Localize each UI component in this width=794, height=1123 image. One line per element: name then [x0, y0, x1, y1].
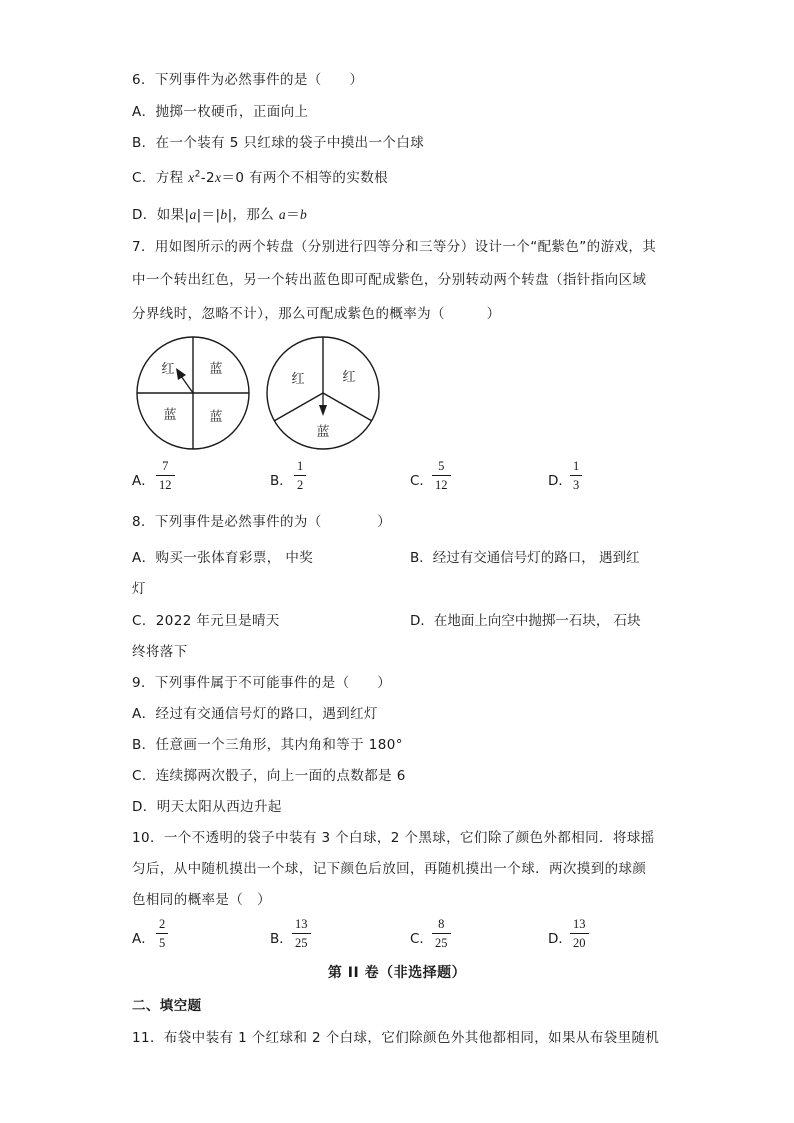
q10-option-a	[132, 927, 155, 947]
spinner2-label-bottom: 蓝	[316, 425, 330, 440]
q6-option-c	[132, 166, 388, 186]
fraction-denominator: 12	[156, 475, 175, 492]
q8-option-d: D．在地面上向空中抛掷一石块， 石块	[410, 613, 641, 629]
spinner1-label-bl: 蓝	[163, 408, 177, 423]
q8-option-d-cont: 终将落下	[132, 644, 188, 660]
q7-stem-line2: 中一个转出红色，另一个转出蓝色即可配成紫色，分别转动两个转盘（指针指向区域	[132, 272, 647, 288]
q10-stem-line2: 匀后，从中随机摸出一个球，记下颜色后放回，再随机摸出一个球．两次摸到的球颜	[132, 861, 647, 877]
q10-option-c-fraction	[432, 917, 451, 950]
q6-option-a: A．抛掷一枚硬币，正面向上	[132, 104, 309, 120]
q6-c-suffix: ＝0 有两个不相等的实数根	[221, 170, 389, 186]
fraction-denominator: 25	[292, 933, 311, 950]
fraction-numerator: 7	[162, 459, 169, 473]
q6-d-var-b: b	[220, 207, 228, 222]
q7-option-c-label: C．	[410, 473, 433, 489]
fraction-numerator: 2	[159, 917, 166, 931]
q7-option-a-label: A．	[132, 473, 155, 489]
spinner1-label-tr: 蓝	[209, 362, 223, 377]
q7-option-a-fraction	[156, 459, 175, 492]
fraction-numerator: 13	[295, 917, 308, 931]
q7-option-b-fraction	[294, 459, 306, 492]
q10-option-c-label: C．	[410, 931, 433, 947]
spinner2-pointer-head	[319, 405, 327, 416]
q8-stem: 8．下列事件是必然事件的为（ ）	[132, 514, 392, 530]
q6-d-var-b2: b	[299, 207, 308, 222]
q8-option-b: B．经过有交通信号灯的路口， 遇到红	[410, 550, 640, 566]
spinner2-label-left: 红	[291, 372, 305, 387]
fraction-denominator: 12	[432, 475, 451, 492]
q6-stem: 6．下列事件为必然事件的是（ ）	[132, 72, 364, 88]
q10-option-d-label: D．	[548, 931, 572, 947]
spinner1-pointer	[181, 376, 193, 393]
q6-option-b: B．在一个装有 5 只红球的袋子中摸出一个白球	[132, 135, 425, 151]
q6-d-var-a: a	[189, 207, 197, 222]
q9-option-d: D．明天太阳从西边升起	[132, 799, 282, 815]
q8-option-c: C．2022 年元旦是晴天	[132, 613, 280, 629]
section-heading: 二、填空题	[132, 998, 202, 1014]
q7-option-b-label: B．	[270, 473, 293, 489]
q9-option-a: A．经过有交通信号灯的路口，遇到红灯	[132, 706, 378, 722]
q6-d-var-a2: a	[278, 207, 287, 222]
q6-d-prefix: D．如果|	[132, 207, 190, 223]
q6-c-var-x2: x	[215, 170, 222, 185]
q10-option-b	[270, 927, 293, 947]
q7-option-b	[270, 469, 293, 489]
q8-option-a: A．购买一张体育彩票， 中奖	[132, 550, 314, 566]
q10-option-d-fraction	[570, 917, 589, 950]
fraction-denominator: 3	[570, 475, 582, 492]
q6-option-d	[132, 203, 307, 223]
q9-option-c: C．连续掷两次骰子，向上一面的点数都是 6	[132, 768, 406, 784]
fraction-denominator: 20	[570, 933, 589, 950]
spinner-three-sections	[267, 337, 379, 449]
q7-option-c	[410, 469, 433, 489]
q10-option-b-fraction	[292, 917, 311, 950]
q6-d-mid1: |＝|	[196, 207, 221, 223]
q7-option-d-fraction	[570, 459, 582, 492]
q10-option-c	[410, 927, 433, 947]
section-title: 第 II 卷（非选择题）	[327, 965, 467, 981]
fraction-denominator: 25	[432, 933, 451, 950]
q7-option-d-label: D．	[548, 473, 572, 489]
q6-c-var-x: x	[188, 170, 195, 185]
fraction-denominator: 2	[294, 475, 306, 492]
fraction-numerator: 8	[438, 917, 445, 931]
fraction-numerator: 1	[297, 459, 304, 473]
q10-stem-line3: 色相同的概率是（ ）	[132, 892, 271, 908]
q10-option-d	[548, 927, 572, 947]
q10-stem-line1: 10．一个不透明的袋子中装有 3 个白球，2 个黑球，它们除了颜色外都相同．将球摇	[132, 830, 655, 846]
q6-d-mid2: |，那么	[227, 207, 279, 223]
q10-option-a-label: A．	[132, 931, 155, 947]
fraction-denominator: 5	[156, 933, 168, 950]
fraction-numerator: 5	[438, 459, 445, 473]
q11-stem-line1: 11．布袋中装有 1 个红球和 2 个白球，它们除颜色外其他都相同，如果从布袋里随机	[132, 1030, 660, 1046]
q8-option-b-cont: 灯	[132, 581, 146, 597]
fraction-numerator: 1	[573, 459, 580, 473]
spinner-diagrams	[0, 333, 794, 453]
spinner1-label-tl: 红	[161, 362, 175, 377]
q9-option-b: B．任意画一个三角形，其内角和等于 180°	[132, 737, 403, 753]
spinner1-label-br: 蓝	[209, 410, 223, 425]
spinner2-label-right: 红	[342, 370, 356, 385]
q6-c-prefix: C．方程	[132, 170, 189, 186]
q7-option-a	[132, 469, 155, 489]
fraction-numerator: 13	[573, 917, 586, 931]
q6-d-eq: ＝	[286, 207, 300, 223]
spinner1-pointer-head	[176, 368, 186, 380]
q7-option-c-fraction	[432, 459, 451, 492]
q6-c-exponent: 2	[194, 169, 201, 180]
spinner-four-sections	[137, 337, 249, 449]
q6-c-minus: -2	[200, 170, 216, 186]
q10-option-a-fraction	[156, 917, 168, 950]
q10-option-b-label: B．	[270, 931, 293, 947]
q7-option-d	[548, 469, 572, 489]
q7-stem-line3: 分界线时，忽略不计），那么可配成紫色的概率为（ ）	[132, 306, 501, 322]
q9-stem: 9．下列事件属于不可能事件的是（ ）	[132, 675, 392, 691]
q7-stem-line1: 7．用如图所示的两个转盘（分别进行四等分和三等分）设计一个“配紫色”的游戏，其	[132, 239, 657, 255]
